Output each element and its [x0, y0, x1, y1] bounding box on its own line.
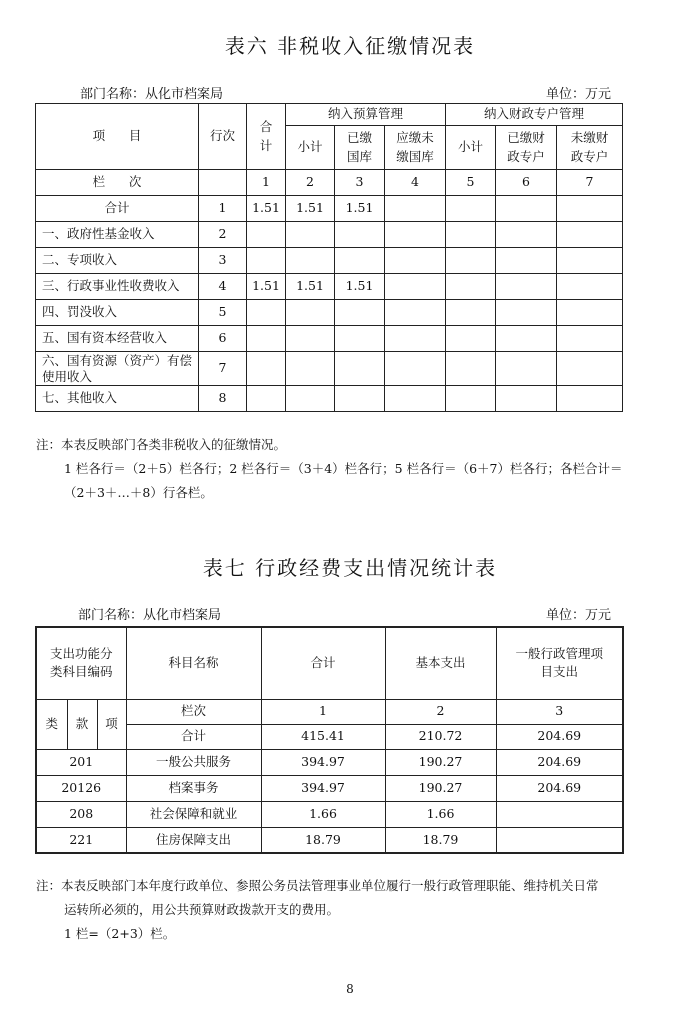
- table6: [35, 103, 623, 412]
- row-no: 8: [199, 386, 247, 412]
- row-item: 五、国有资本经营收入: [36, 326, 199, 352]
- cell-total: 394.97: [261, 749, 385, 775]
- cell-project: 204.69: [496, 724, 623, 749]
- col-number: 3: [496, 699, 623, 724]
- header-subtotal: 小计: [286, 126, 335, 170]
- col-number: 2: [286, 170, 335, 196]
- table7-unit: 单位：万元: [546, 608, 612, 623]
- table-row: [36, 827, 623, 853]
- header-total: 合计: [261, 627, 385, 699]
- table7-note-line1: 注：本表反映部门本年度行政单位、参照公务员法管理事业单位履行一般行政管理职能、维持机关日常: [36, 878, 599, 893]
- col-number: 3: [335, 170, 385, 196]
- row-no: 2: [199, 222, 247, 248]
- row-item: 六、国有资源（资产）有偿使用收入: [36, 352, 199, 386]
- table6-unit: 单位：万元: [546, 87, 612, 102]
- table6-note-line2: 1 栏各行＝（2＋5）栏各行；2 栏各行＝（3＋4）栏各行；5 栏各行＝（6＋7）栏各行；各栏合计＝: [64, 461, 623, 476]
- header-budget-group: 纳入预算管理: [286, 104, 446, 126]
- col-number: 6: [496, 170, 557, 196]
- row-name: 合计: [126, 724, 261, 749]
- cell-basic: 18.79: [385, 827, 496, 853]
- header-name: 科目名称: [126, 627, 261, 699]
- header-paid-fiscal: 已缴财 政专户: [496, 126, 557, 170]
- header-fiscal-group: 纳入财政专户管理: [446, 104, 623, 126]
- cell-basic: 210.72: [385, 724, 496, 749]
- header-code: 支出功能分 类科目编码: [36, 627, 126, 699]
- cell-subtotal: 1.51: [286, 274, 335, 300]
- col-number: 5: [446, 170, 496, 196]
- row-code: 208: [36, 801, 126, 827]
- table-row: [36, 300, 623, 326]
- table7-title: 表七 行政经费支出情况统计表: [202, 556, 498, 580]
- header-subtotal-2: 小计: [446, 126, 496, 170]
- cell-basic: 1.66: [385, 801, 496, 827]
- cell-project: 204.69: [496, 749, 623, 775]
- table-row: [36, 386, 623, 412]
- row-code: 221: [36, 827, 126, 853]
- cell-basic: 190.27: [385, 749, 496, 775]
- row-item: 合计: [36, 196, 199, 222]
- table-row: [36, 326, 623, 352]
- header-unpaid-fiscal: 未缴财 政专户: [557, 126, 623, 170]
- header-unpaid-treasury: 应缴未 缴国库: [385, 126, 446, 170]
- cell-project: 204.69: [496, 775, 623, 801]
- header-row-no: 行次: [199, 104, 247, 170]
- header-project: 一般行政管理项 目支出: [496, 627, 623, 699]
- table-row: [36, 749, 623, 775]
- header-lei: 类: [36, 699, 67, 749]
- cell-subtotal: 1.51: [286, 196, 335, 222]
- row-name: 档案事务: [126, 775, 261, 801]
- table-row: [36, 775, 623, 801]
- table6-note-line3: （2＋3＋…＋8）行各栏。: [64, 485, 213, 500]
- row-item: 二、专项收入: [36, 248, 199, 274]
- row-name: 社会保障和就业: [126, 801, 261, 827]
- cell-paid-treasury: 1.51: [335, 196, 385, 222]
- header-xiang: 项: [97, 699, 126, 749]
- table-row: [36, 274, 623, 300]
- col-number: 1: [247, 170, 286, 196]
- header-kuan: 款: [67, 699, 97, 749]
- row-name: 一般公共服务: [126, 749, 261, 775]
- table6-note-line1: 注：本表反映部门各类非税收入的征缴情况。: [36, 437, 287, 452]
- row-item: 三、行政事业性收费收入: [36, 274, 199, 300]
- table-row: [36, 352, 623, 386]
- row-name: 住房保障支出: [126, 827, 261, 853]
- table6-department: 部门名称：从化市档案局: [80, 87, 224, 102]
- row-item: 一、政府性基金收入: [36, 222, 199, 248]
- table-row: [36, 248, 623, 274]
- cell-project: [496, 827, 623, 853]
- cell-total: 394.97: [261, 775, 385, 801]
- cell-total: 1.51: [247, 196, 286, 222]
- table6-title: 表六 非税收入征缴情况表: [224, 34, 476, 58]
- row-item: 七、其他收入: [36, 386, 199, 412]
- table-row: [36, 222, 623, 248]
- header-total: 合 计: [247, 104, 286, 170]
- row-no: 5: [199, 300, 247, 326]
- col-label: 栏次: [126, 699, 261, 724]
- col-label-empty: [199, 170, 247, 196]
- row-item: 四、罚没收入: [36, 300, 199, 326]
- table-row: [36, 196, 623, 222]
- row-code: 201: [36, 749, 126, 775]
- cell-total: 415.41: [261, 724, 385, 749]
- table7-department: 部门名称：从化市档案局: [78, 608, 222, 623]
- page-number: 8: [346, 982, 354, 996]
- cell-total: 18.79: [261, 827, 385, 853]
- row-no: 4: [199, 274, 247, 300]
- col-number: 2: [385, 699, 496, 724]
- cell-project: [496, 801, 623, 827]
- cell-paid-treasury: 1.51: [335, 274, 385, 300]
- header-paid-treasury: 已缴 国库: [335, 126, 385, 170]
- col-number: 4: [385, 170, 446, 196]
- row-no: 6: [199, 326, 247, 352]
- col-number: 1: [261, 699, 385, 724]
- row-no: 7: [199, 352, 247, 386]
- col-label: 栏 次: [36, 170, 199, 196]
- header-item: 项 目: [36, 104, 199, 170]
- table7-note-line2: 运转所必须的，用公共预算财政拨款开支的费用。: [64, 902, 340, 917]
- header-basic: 基本支出: [385, 627, 496, 699]
- cell-total: 1.66: [261, 801, 385, 827]
- col-number: 7: [557, 170, 623, 196]
- table-row: [36, 801, 623, 827]
- cell-basic: 190.27: [385, 775, 496, 801]
- row-code: 20126: [36, 775, 126, 801]
- row-no: 3: [199, 248, 247, 274]
- table7-note-line3: 1 栏=（2+3）栏。: [64, 926, 176, 941]
- row-no: 1: [199, 196, 247, 222]
- cell-total: 1.51: [247, 274, 286, 300]
- table7: [35, 626, 624, 854]
